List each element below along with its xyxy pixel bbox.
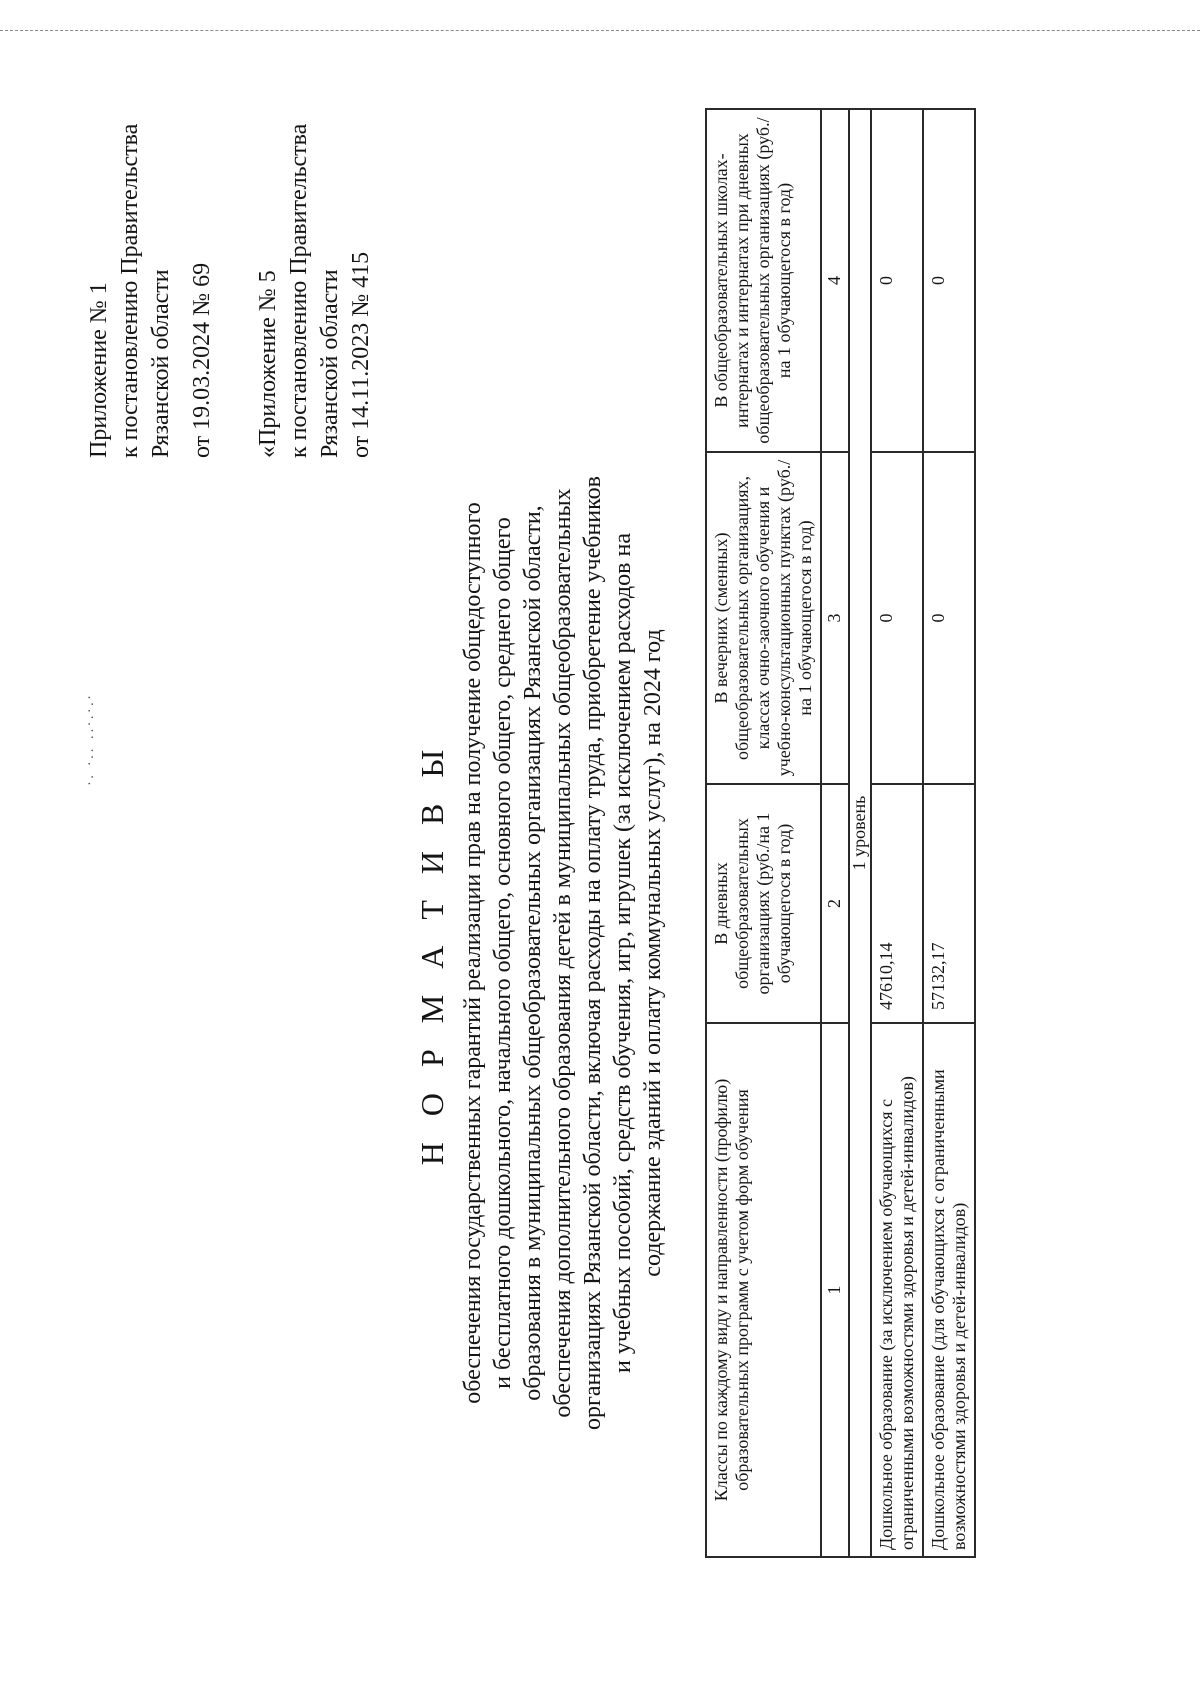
header-class-type: Классы по каждому виду и направленности (профилю) образовательных программ с учетом форм обучения: [706, 1023, 821, 1557]
row-evening-value: 0: [923, 452, 975, 784]
header-evening-schools: В вечерних (сменных) общеобразовательных организациях, классах очно-заочного обучения и учебно-консультационных пунктах (руб./на 1 обучающегося в год): [706, 452, 821, 784]
document-title: [410, 338, 668, 1568]
column-numbers-row: [821, 109, 849, 1557]
norms-table: [705, 108, 976, 1558]
column-number: 4: [821, 109, 849, 452]
row-day-value: 47610,14: [871, 784, 923, 1023]
title-heading: Н О Р М А Т И В Ы: [414, 740, 450, 1166]
appendix-region: Рязанской области: [148, 269, 174, 458]
scan-speck: ·. ·.. ..·.·.·: [82, 694, 96, 787]
appendix-date: от 19.03.2024 № 69: [189, 262, 215, 458]
appendix-date: от 14.11.2023 № 415: [348, 251, 374, 458]
appendix-to-resolution: к постановлению Правительства: [117, 123, 143, 458]
title-line: организациях Рязанской области, включая расходы на оплату труда, приобретение учебников: [580, 476, 606, 1430]
appendix-number: «Приложение № 5: [255, 270, 281, 458]
title-line: обеспечения дополнительного образования детей в муниципальных общеобразовательных: [550, 488, 576, 1418]
appendix-region: Рязанской области: [317, 269, 343, 458]
appendix-number: Приложение № 1: [86, 282, 112, 458]
row-day-value: 57132,17: [923, 784, 975, 1023]
column-number: 1: [821, 1023, 849, 1557]
title-line: содержание зданий и оплату коммунальных услуг), на 2024 год: [640, 629, 666, 1277]
level-label: 1 уровень: [849, 109, 871, 1557]
appendix-current: [84, 38, 218, 458]
row-name: Дошкольное образование (для обучающихся с ограниченными возможностями здоровья и детей-инвалидов): [923, 1023, 975, 1557]
column-number: 3: [821, 452, 849, 784]
title-line: обеспечения государственных гарантий реализации прав на получение общедоступного: [460, 502, 486, 1404]
appendix-previous: [253, 38, 377, 458]
table-header-row: [706, 109, 821, 1557]
title-line: и учебных пособий, средств обучения, игр, игрушек (за исключением расходов на: [610, 533, 636, 1373]
header-day-schools: В дневных общеобразовательных организациях (руб./на 1 обучающегося в год): [706, 784, 821, 1023]
header-boarding-schools: В общеобразовательных школах-интернатах и интернатах при дневных общеобразовательных организациях (руб./на 1 обучающегося в год): [706, 109, 821, 452]
table-row: [923, 109, 975, 1557]
table-row: [871, 109, 923, 1557]
row-boarding-value: 0: [923, 109, 975, 452]
column-number: 2: [821, 784, 849, 1023]
title-line: образования в муниципальных общеобразовательных организациях Рязанской области,: [520, 505, 546, 1401]
level-row: [849, 109, 871, 1557]
title-line: и бесплатного дошкольного, начального общего, основного общего, среднего общего: [490, 517, 516, 1389]
row-boarding-value: 0: [871, 109, 923, 452]
appendix-to-resolution: к постановлению Правительства: [286, 123, 312, 458]
row-evening-value: 0: [871, 452, 923, 784]
row-name: Дошкольное образование (за исключением обучающихся с ограниченными возможностями здоровья и детей-инвалидов): [871, 1023, 923, 1557]
